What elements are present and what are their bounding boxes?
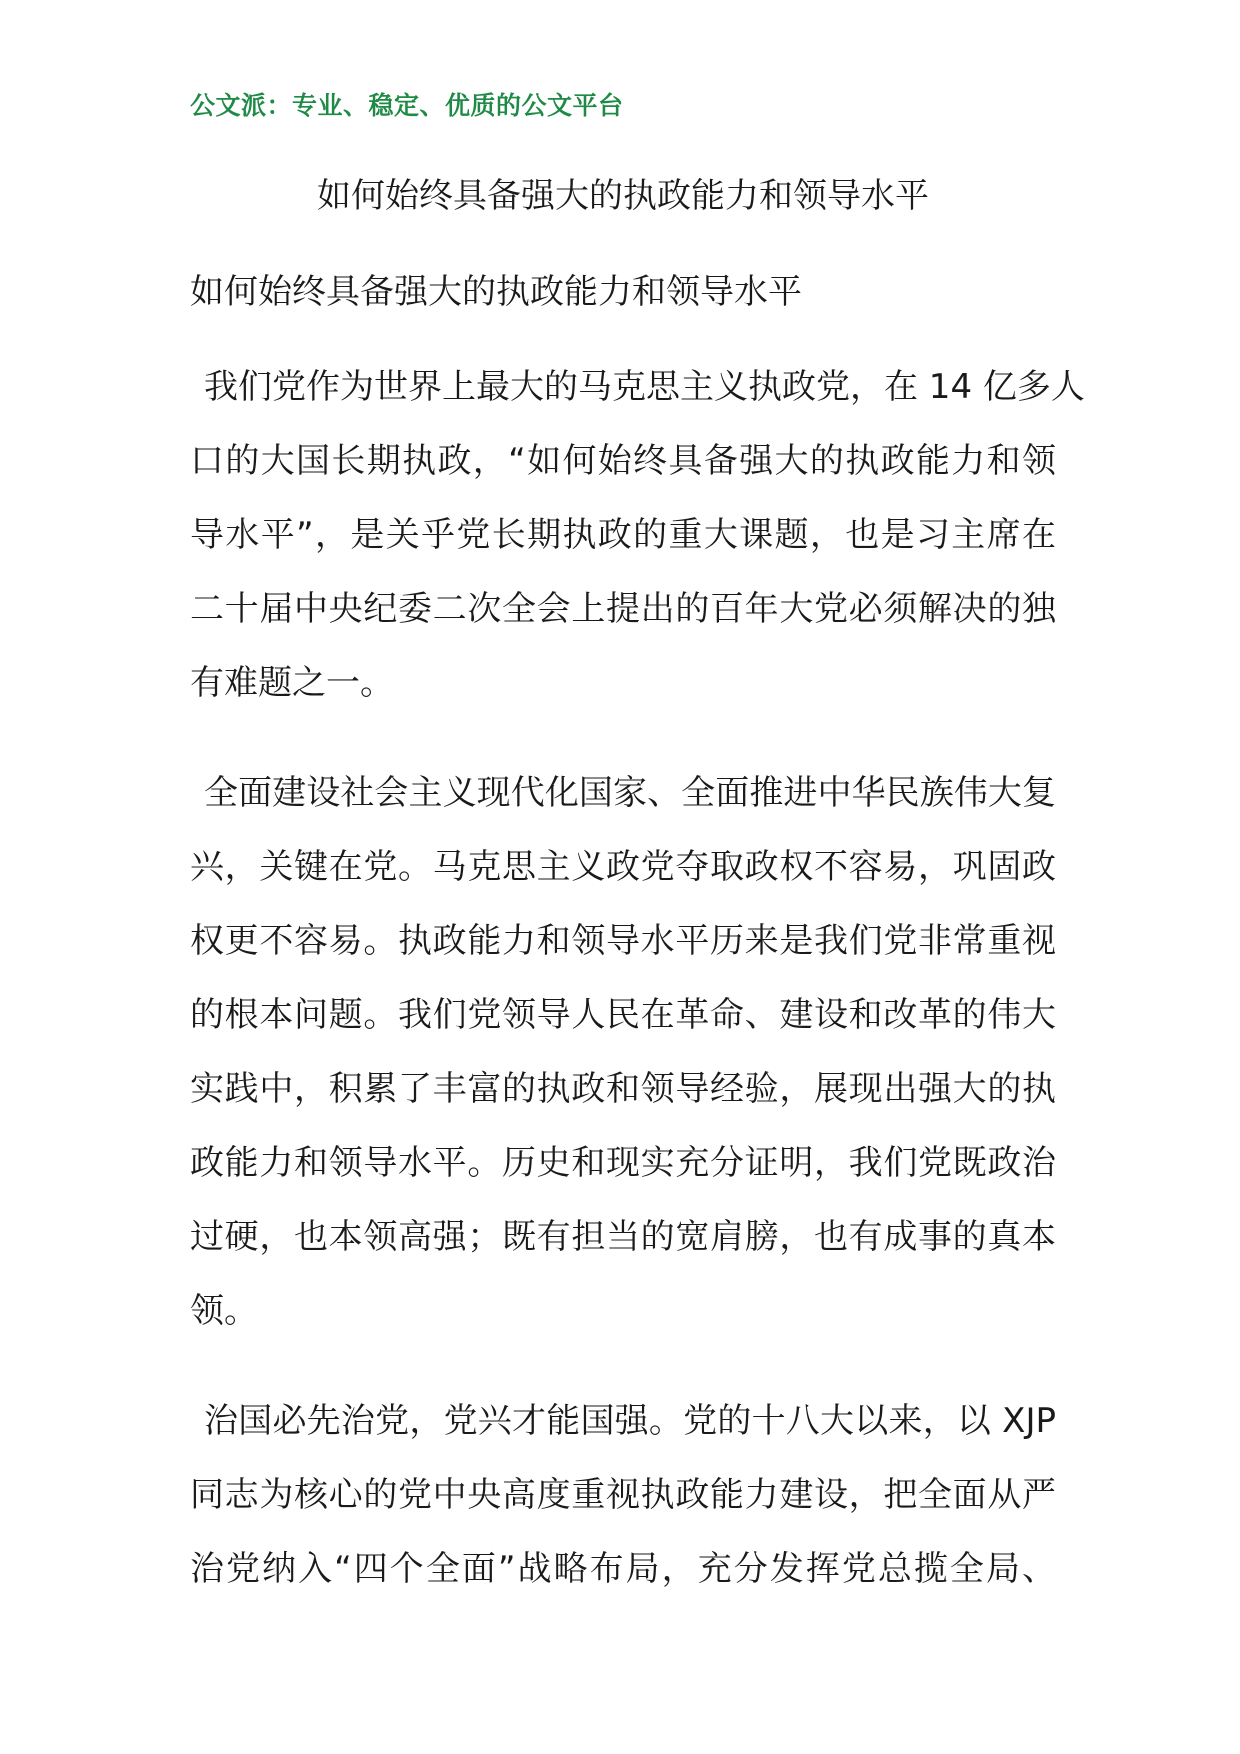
document-title: 如何始终具备强大的执政能力和领导水平: [317, 176, 929, 216]
paragraph-line: 治国必先治党，党兴才能国强。党的十八大以来，以 XJP: [204, 1401, 1056, 1441]
paragraph-line: 全面建设社会主义现代化国家、全面推进中华民族伟大复: [204, 773, 1056, 813]
paragraph-line: 权更不容易。执政能力和领导水平历来是我们党非常重视: [190, 921, 1056, 961]
paragraph-line: 过硬，也本领高强；既有担当的宽肩膀，也有成事的真本: [190, 1217, 1056, 1257]
paragraph-line: 治党纳入“四个全面”战略布局，充分发挥党总揽全局、: [190, 1549, 1056, 1589]
paragraph-line: 二十届中央纪委二次全会上提出的百年大党必须解决的独: [190, 589, 1056, 629]
paragraph-line: 导水平”，是关乎党长期执政的重大课题，也是习主席在: [190, 515, 1056, 555]
paragraph-line: 领。: [190, 1291, 258, 1331]
paragraph-line: 口的大国长期执政，“如何始终具备强大的执政能力和领: [190, 441, 1056, 481]
document-body: [190, 350, 1085, 1642]
document-subtitle: 如何始终具备强大的执政能力和领导水平: [190, 272, 802, 312]
paragraph: [190, 350, 1085, 720]
paragraph-line: 兴，关键在党。马克思主义政党夺取政权不容易，巩固政: [190, 847, 1056, 887]
paragraph: [190, 1384, 1056, 1606]
paragraph-line: 的根本问题。我们党领导人民在革命、建设和改革的伟大: [190, 995, 1056, 1035]
paragraph: [190, 756, 1056, 1348]
paragraph-line: 实践中，积累了丰富的执政和领导经验，展现出强大的执: [190, 1069, 1056, 1109]
brand-header: 公文派：专业、稳定、优质的公文平台: [190, 91, 624, 120]
paragraph-line: 同志为核心的党中央高度重视执政能力建设，把全面从严: [190, 1475, 1056, 1515]
paragraph-line: 我们党作为世界上最大的马克思主义执政党，在 14 亿多人: [204, 367, 1085, 407]
paragraph-line: 有难题之一。: [190, 663, 394, 703]
paragraph-line: 政能力和领导水平。历史和现实充分证明，我们党既政治: [190, 1143, 1056, 1183]
